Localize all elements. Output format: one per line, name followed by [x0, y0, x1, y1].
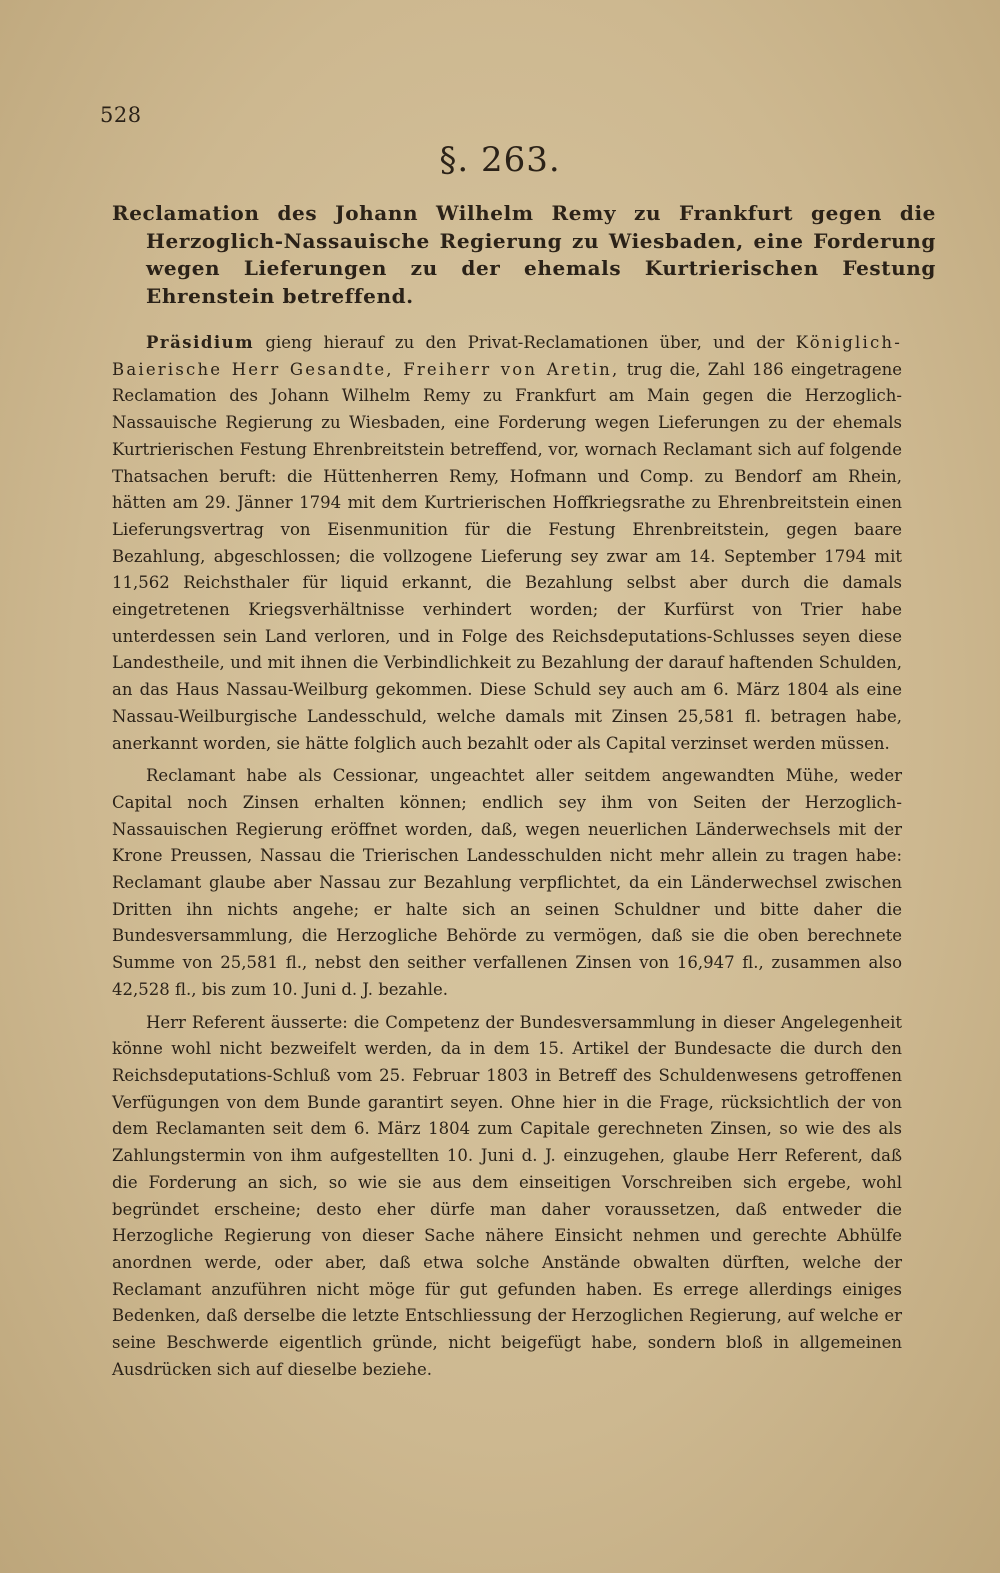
paragraph-text: gieng hierauf zu den Privat-Reclamationen über, und der	[254, 333, 796, 352]
paragraph: Herr Referent äusserte: die Competenz der Bundesversammlung in dieser Angelegenheit könne wohl nicht bezweifelt werden, da in dem 15. Artikel der Bundesacte die durch den Reichsdeputations-Schluß vom 25. Februar 1803 in Betreff des Schuldenwesens getroffenen Verfügungen von dem Bunde garantirt seyen. Ohne hier in die Frage, rücksichtlich der von dem Reclamanten seit dem 6. März 1804 zum Capitale gerechneten Zinsen, so wie des als Zahlungstermin von ihm aufgestellten 10. Juni d. J. einzugehen, glaube Herr Referent, daß die Forderung an sich, so wie sie aus dem einseitigen Vorschreiben sich ergebe, wohl begründet erscheine; desto eher dürfe man daher voraussetzen, daß entweder die Herzogliche Regierung von dieser Sache nähere Einsicht nehmen und gerechte Abhülfe anordnen werde, oder aber, daß etwa solche Anstände obwalten dürften, welche der Reclamant anzuführen nicht möge für gut gefunden haben. Es errege allerdings einiges Bedenken, daß derselbe die letzte Entschliessung der Herzoglichen Regierung, auf welche er seine Beschwerde eigentlich gründe, nicht beigefügt habe, sondern bloß in allgemeinen Ausdrücken sich auf dieselbe beziehe.	[112, 1012, 902, 1379]
section-heading: Reclamation des Johann Wilhelm Remy zu Frankfurt gegen die Herzoglich-Nassauische Regierung zu Wiesbaden, eine Forderung wegen Lieferungen zu der ehemals Kurtrierischen Festung Ehrenstein betreffend.	[112, 201, 936, 308]
paragraph	[112, 330, 902, 757]
body-text	[112, 330, 902, 1383]
paragraph: Reclamant habe als Cessionar, ungeachtet aller seitdem angewandten Mühe, weder Capital noch Zinsen erhalten können; endlich sey ihm von Seiten der Herzoglich-Nassauischen Regierung eröffnet worden, daß, wegen neuerlichen Länderwechsels mit der Krone Preussen, Nassau die Trierischen Landesschulden nicht mehr allein zu tragen habe: Reclamant glaube aber Nassau zur Bezahlung verpflichtet, da ein Länderwechsel zwischen Dritten ihn nichts angehe; er halte sich an seinen Schuldner und bitte daher die Bundesversammlung, die Herzogliche Behörde zu vermögen, daß sie die oben berechnete Summe von 25,581 fl., nebst den seither verfallenen Zinsen von 16,947 fl., zusammen also 42,528 fl., bis zum 10. Juni d. J. bezahle.	[112, 766, 902, 999]
page-number: 528	[100, 103, 142, 127]
paragraph-lead: Präsidium	[146, 333, 255, 352]
section-number: §. 263.	[439, 140, 561, 180]
paragraph-text: trug die, Zahl 186 eingetragene Reclamation des Johann Wilhelm Remy zu Frankfurt am Main gegen die Herzoglich-Nassauische Regierung zu Wiesbaden, eine Forderung wegen Lieferungen zu der ehemals Kurtrierischen Festung Ehrenbreitstein betreffend, vor, wornach Reclamant sich auf folgende Thatsachen beruft: die Hüttenherren Remy, Hofmann und Comp. zu Bendorf am Rhein, hätten am 29. Jänner 1794 mit dem Kurtrierischen Hoffkriegsrathe zu Ehrenbreitstein einen Lieferungsvertrag von Eisenmunition für die Festung Ehrenbreitstein, gegen baare Bezahlung, abgeschlossen; die vollzogene Lieferung sey zwar am 14. September 1794 mit 11,562 Reichsthaler für liquid erkannt, die Bezahlung selbst aber durch die damals eingetretenen Kriegsverhältnisse verhindert worden; der Kurfürst von Trier habe unterdessen sein Land verloren, und in Folge des Reichsdeputations-Schlusses seyen diese Landestheile, und mit ihnen die Verbindlichkeit zu Bezahlung der darauf haftenden Schulden, an das Haus Nassau-Weilburg gekommen. Diese Schuld sey auch am 6. März 1804 als eine Nassau-Weilburgische Landesschuld, welche damals mit Zinsen 25,581 fl. betragen habe, anerkannt worden, sie hätte folglich auch bezahlt oder als Capital verzinset werden müssen.	[112, 359, 902, 753]
paragraph-spaced-text: Königlich-Baierische Herr Gesandte, Freiherr von Aretin,	[112, 333, 902, 379]
